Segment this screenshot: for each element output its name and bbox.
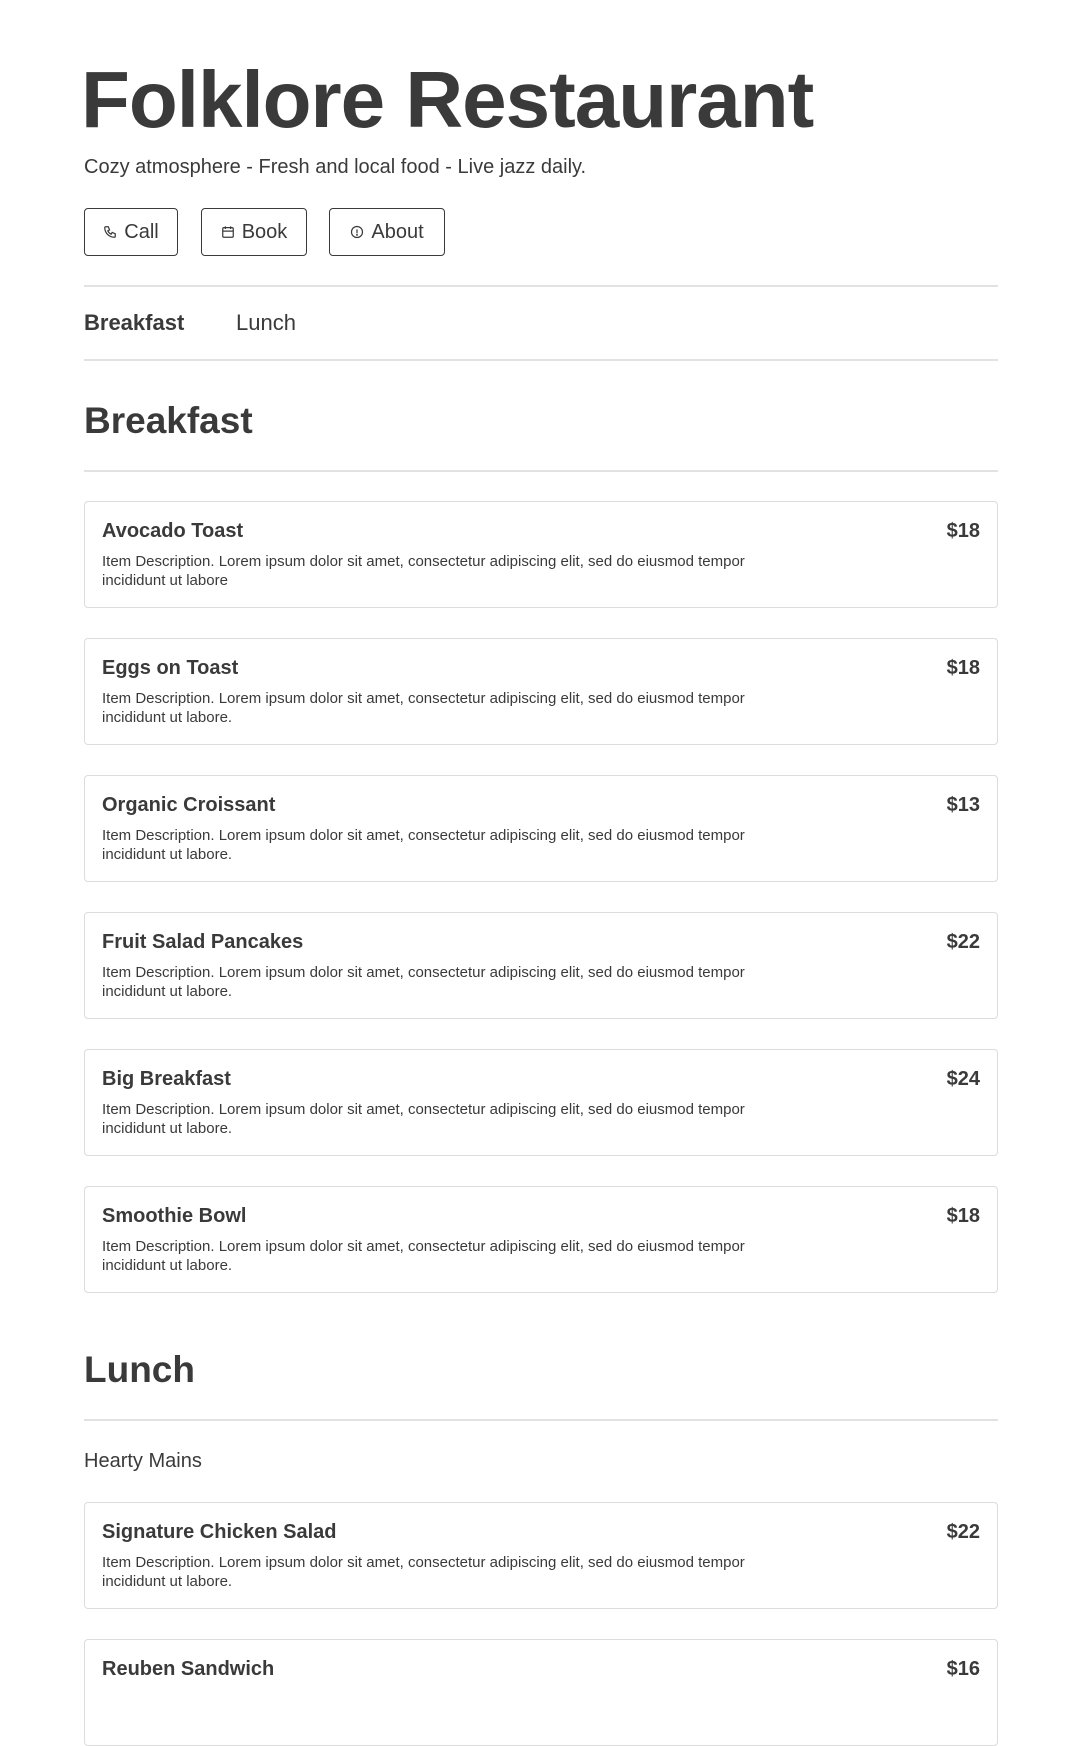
- menu-item-card[interactable]: [84, 775, 998, 882]
- menu-item-card[interactable]: [84, 1186, 998, 1293]
- tab-breakfast[interactable]: Breakfast: [84, 310, 185, 335]
- menu-item-price: $22: [946, 1521, 980, 1543]
- divider: [84, 470, 998, 472]
- divider: [84, 359, 998, 361]
- calendar-icon: [221, 225, 235, 239]
- menu-item-card[interactable]: [84, 1639, 998, 1746]
- tab-lunch[interactable]: Lunch: [236, 310, 296, 335]
- call-button[interactable]: [84, 208, 178, 256]
- menu-item-card[interactable]: [84, 501, 998, 608]
- divider: [84, 285, 998, 287]
- menu-item-price: $24: [946, 1068, 980, 1090]
- book-button[interactable]: [201, 208, 307, 256]
- menu-item-price: $22: [946, 931, 980, 953]
- menu-item-description: Item Description. Lorem ipsum dolor sit amet, consectetur adipiscing elit, sed do eiusmod tempor incididunt ut labore: [102, 553, 745, 589]
- menu-item-card[interactable]: [84, 638, 998, 745]
- menu-item-name: Organic Croissant: [102, 794, 276, 816]
- menu-group-title: Hearty Mains: [84, 1450, 202, 1472]
- section-title-breakfast: Breakfast: [84, 400, 253, 441]
- menu-item-price: $18: [946, 520, 980, 542]
- menu-item-name: Signature Chicken Salad: [102, 1521, 337, 1543]
- menu-item-name: Reuben Sandwich: [102, 1658, 275, 1680]
- menu-item-description: Item Description. Lorem ipsum dolor sit amet, consectetur adipiscing elit, sed do eiusmod tempor incididunt ut labore.: [102, 1101, 745, 1137]
- menu-item-description: Item Description. Lorem ipsum dolor sit amet, consectetur adipiscing elit, sed do eiusmod tempor incididunt ut labore.: [102, 1554, 745, 1590]
- menu-item-description: Item Description. Lorem ipsum dolor sit amet, consectetur adipiscing elit, sed do eiusmod tempor incididunt ut labore.: [102, 1238, 745, 1274]
- menu-item-card[interactable]: [84, 1049, 998, 1156]
- call-button-label: Call: [124, 220, 159, 243]
- info-icon: [350, 225, 364, 239]
- tagline: Cozy atmosphere - Fresh and local food - Live jazz daily.: [84, 156, 587, 178]
- menu-item-name: Smoothie Bowl: [102, 1205, 247, 1227]
- menu-item-card[interactable]: [84, 1502, 998, 1609]
- menu-item-name: Big Breakfast: [102, 1068, 231, 1090]
- menu-item-name: Eggs on Toast: [102, 657, 239, 679]
- menu-item-description: Item Description. Lorem ipsum dolor sit amet, consectetur adipiscing elit, sed do eiusmod tempor incididunt ut labore.: [102, 964, 745, 1000]
- about-button-label: About: [371, 220, 424, 243]
- divider: [84, 1419, 998, 1421]
- menu-item-price: $16: [946, 1658, 980, 1680]
- menu-item-description: Item Description. Lorem ipsum dolor sit amet, consectetur adipiscing elit, sed do eiusmod tempor incididunt ut labore.: [102, 690, 745, 726]
- phone-icon: [103, 225, 117, 239]
- menu-item-price: $13: [946, 794, 980, 816]
- menu-item-description: Item Description. Lorem ipsum dolor sit amet, consectetur adipiscing elit, sed do eiusmod tempor incididunt ut labore.: [102, 827, 745, 863]
- page-title: Folklore Restaurant: [81, 55, 814, 144]
- about-button[interactable]: [329, 208, 445, 256]
- menu-item-price: $18: [946, 1205, 980, 1227]
- menu-item-card[interactable]: [84, 912, 998, 1019]
- menu-item-name: Avocado Toast: [102, 520, 244, 542]
- section-title-lunch: Lunch: [84, 1349, 195, 1390]
- menu-item-price: $18: [946, 657, 980, 679]
- book-button-label: Book: [241, 220, 288, 243]
- menu-item-name: Fruit Salad Pancakes: [102, 931, 304, 953]
